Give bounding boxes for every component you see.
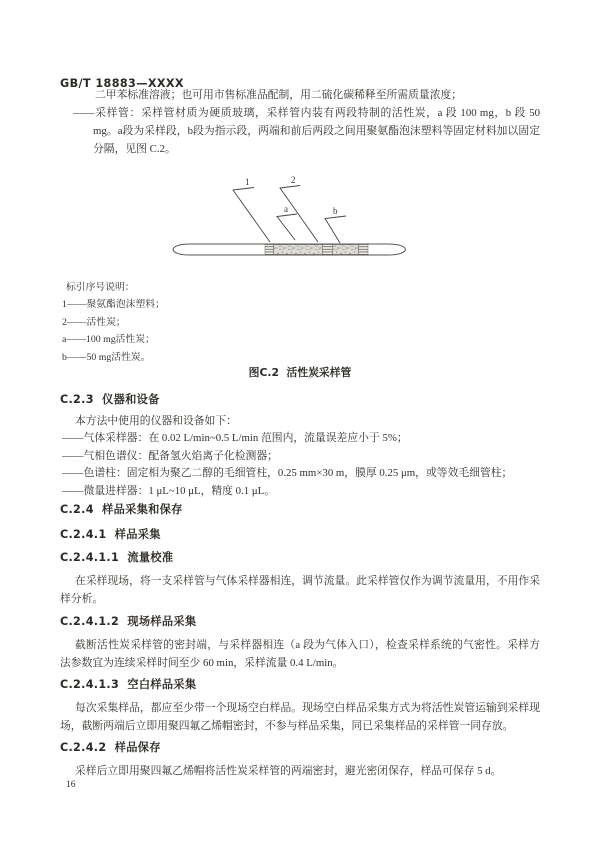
- figure-legend: [60, 279, 540, 366]
- section-heading-c2411: C.2.4.1.1 流量校准: [60, 551, 174, 564]
- callout-line-a: [277, 214, 297, 240]
- instrument-list: [60, 430, 540, 500]
- section-c2412-paragraph: 截断活性炭采样管的密封端，与采样器相连（a 段为气体入口），检查采样系统的气密性。采样方法参数宜为连续采样时间至少 60 min，采样流量 0.4 L/min。: [60, 639, 540, 669]
- callout-label-1: 1: [245, 177, 250, 187]
- list-item: ——色谱柱：固定相为聚乙二醇的毛细管柱，0.25 mm×30 m，膜厚 0.25 μm，或等效毛细管柱；: [62, 467, 513, 479]
- legend-item: b——50 mg活性炭。: [62, 351, 151, 363]
- callout-line-1: [233, 188, 270, 243]
- section-heading-c2412: C.2.4.1.2 现场样品采集: [60, 615, 197, 628]
- intro-continuation-line: 二甲苯标准溶液；也可用市售标准品配制，用二硫化碳稀释至所需质量浓度；: [95, 89, 463, 101]
- carbon-section-b: [333, 245, 359, 255]
- foam-plug-left: [265, 245, 274, 255]
- callout-line-b: [325, 216, 346, 243]
- section-heading-c242: C.2.4.2 样品保存: [60, 741, 161, 754]
- section-heading-c24: C.2.4 样品采集和保存: [60, 503, 183, 516]
- section-c2413-paragraph: 每次采集样品，都应至少带一个现场空白样品。现场空白样品采集方式为将活性炭管运输到采样现场，截断两端后立即用聚四氟乙烯帽密封，不参与样品采集，同已采集样品的采样管一同存放。: [60, 702, 540, 732]
- legend-item: 2——活性炭；: [62, 316, 126, 328]
- list-item: ——气相色谱仪：配备氢火焰离子化检测器；: [62, 449, 278, 462]
- sampler-tube-list-item: ——采样管：采样管材质为硬质玻璃，采样管内装有两段特制的活性炭，a 段 100 mg，b 段 50 mg。a段为采样段，b段为指示段，两端和前后两段之间用聚氨酯泡沫塑料等固定材料加以固定分隔，见图 C.2。: [73, 107, 540, 155]
- foam-plug-right: [359, 245, 369, 255]
- callout-label-2: 2: [291, 175, 296, 185]
- section-heading-c241: C.2.4.1 样品采集: [60, 528, 161, 541]
- callout-label-a: a: [284, 204, 288, 214]
- foam-plug-middle: [323, 245, 333, 255]
- page-header: GB/T 18883—XXXX: [60, 77, 184, 90]
- figure-caption: 图C.2 活性炭采样管: [248, 366, 352, 379]
- section-c242-paragraph: 采样后立即用聚四氟乙烯帽将活性炭采样管的两端密封，避光密闭保存，样品可保存 5 d。: [75, 765, 502, 777]
- legend-item: 1——聚氨酯泡沫塑料；: [62, 299, 165, 311]
- section-heading-c23: C.2.3 仪器和设备: [60, 393, 160, 406]
- legend-title: 标引序号说明：: [66, 282, 135, 293]
- section-heading-c2413: C.2.4.1.3 空白样品采集: [60, 678, 197, 691]
- sampling-tube-diagram: [150, 170, 410, 270]
- legend-item: a——100 mg活性炭；: [62, 334, 155, 346]
- carbon-section-a: [274, 245, 323, 255]
- section-c2411-paragraph: 在采样现场，将一支采样管与气体采样器相连，调节流量。此采样管仅作为调节流量用，不用作采样分析。: [60, 575, 540, 605]
- callout-label-b: b: [333, 206, 338, 216]
- section-c23-intro: 本方法中使用的仪器和设备如下：: [75, 415, 237, 427]
- list-item: ——气体采样器：在 0.02 L/min~0.5 L/min 范围内，流量误差应小于 5%；: [62, 432, 408, 444]
- page-number: 16: [66, 780, 76, 790]
- list-item: ——微量进样器：1 μL~10 μL，精度 0.1 μL。: [62, 484, 276, 497]
